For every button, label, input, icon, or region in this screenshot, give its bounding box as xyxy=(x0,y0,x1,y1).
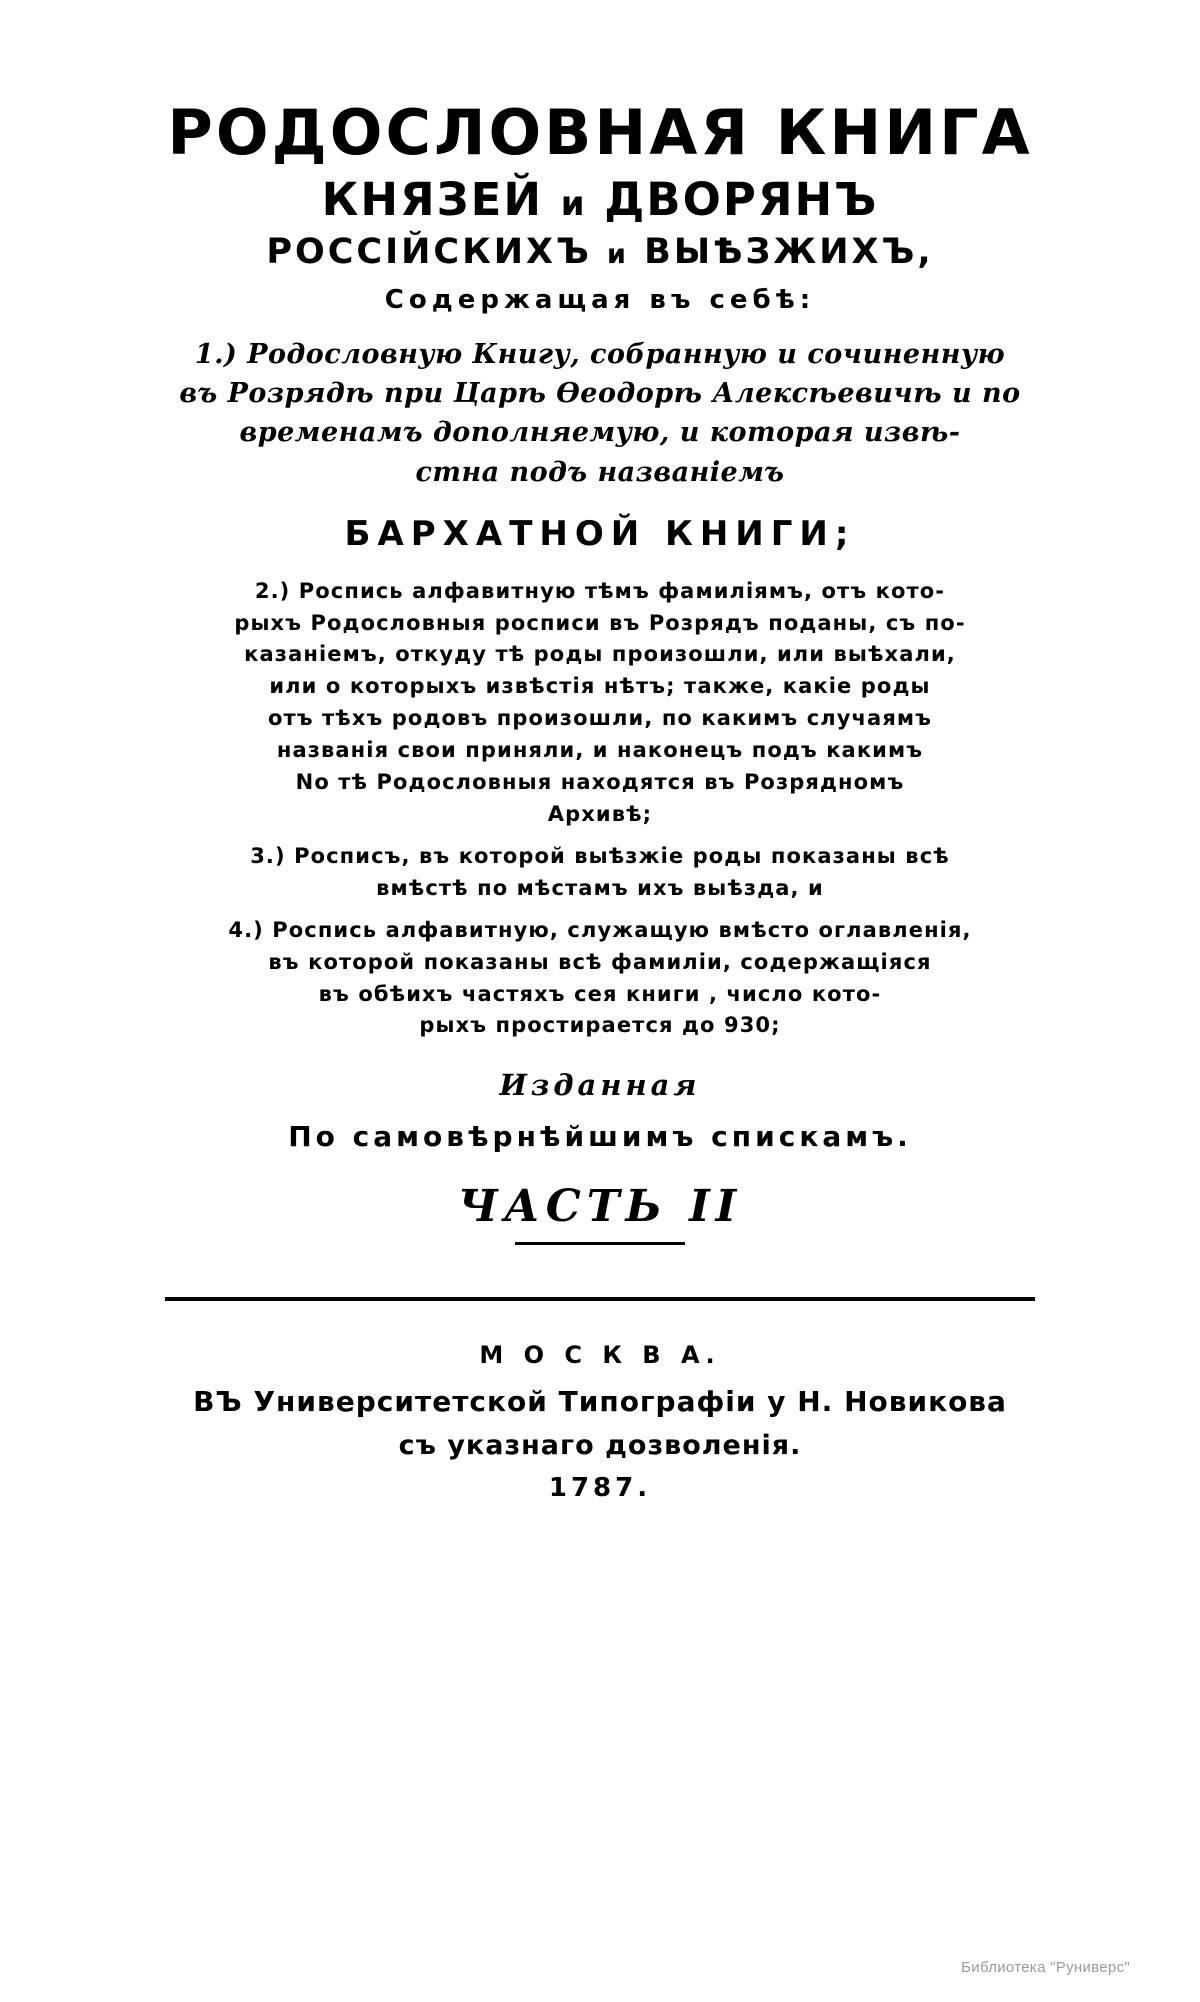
item-1-line-1: 1.) Родословную Книгу, собранную и сочиненную xyxy=(194,339,1006,371)
subtitle-conjunction-2: и xyxy=(607,238,629,270)
short-divider xyxy=(515,1242,685,1245)
item-2 xyxy=(100,576,1100,831)
imprint-year: 1787. xyxy=(548,1473,652,1504)
imprint-permission: съ указнаго дозволенія. xyxy=(398,1430,802,1462)
page-title: РОДОСЛОВНАЯ КНИГА xyxy=(167,96,1033,169)
item-1-line-3: временамъ дополняемую, и которая извѣ- xyxy=(239,417,961,449)
source-lists-note: По самовѣрнѣйшимъ спискамъ. xyxy=(288,1120,912,1154)
issued-label: Изданная xyxy=(499,1068,701,1103)
contains-heading: Содержащая въ себѣ: xyxy=(384,285,816,316)
item-3-line-1: 3.) Росписъ, въ которой выѣзжіе роды показаны всѣ xyxy=(250,843,950,868)
subtitle-nobles: ДВОРЯНЪ xyxy=(604,173,879,227)
item-1 xyxy=(100,335,1100,492)
item-2-line-1: 2.) Роспись алфавитную тѣмъ фамиліямъ, отъ кото- xyxy=(254,578,946,603)
item-2-line-8: Архивѣ; xyxy=(547,802,653,826)
imprint-city: М О С К В А. xyxy=(479,1341,721,1370)
item-3 xyxy=(100,841,1100,905)
title-page-content xyxy=(100,96,1100,1504)
item-2-line-3: казаніемъ, откуду тѣ роды произошли, или выѣхали, xyxy=(244,642,956,667)
subtitle-foreign: ВЫѢЗЖИХЪ, xyxy=(644,231,934,272)
item-2-line-2: рыхъ Родословныя росписи въ Розрядъ поданы, съ по- xyxy=(234,610,966,635)
item-3-line-2: вмѣстѣ по мѣстамъ ихъ выѣзда, и xyxy=(376,875,824,900)
item-1-line-4: стна подъ названіемъ xyxy=(415,456,785,488)
item-4-line-4: рыхъ простирается до 930; xyxy=(419,1013,781,1038)
item-4-line-2: въ которой показаны всѣ фамиліи, содержащіяся xyxy=(268,949,932,974)
subtitle-russian: РОССІЙСКИХЪ xyxy=(266,231,592,272)
part-number: ЧАСТЬ II xyxy=(457,1181,743,1233)
item-2-line-4: или о которыхъ извѣстія нѣтъ; также, какіе роды xyxy=(269,674,931,699)
velvet-book-heading: БАРХАТНОЙ КНИГИ; xyxy=(344,513,856,554)
subtitle-conjunction-1: и xyxy=(560,184,587,225)
item-2-line-5: отъ тѣхъ родовъ произошли, по какимъ случаямъ xyxy=(267,706,933,731)
imprint-printer: ВЪ Университетской Типографіи у Н. Новикова xyxy=(193,1385,1007,1419)
item-1-line-2: въ Розрядѣ при Царѣ Ѳеодорѣ Алексѣевичѣ и по xyxy=(179,378,1021,410)
subtitle-origin xyxy=(100,233,1100,272)
subtitle-nobility xyxy=(100,175,1100,225)
library-watermark: Библиотека "Руниверс" xyxy=(961,1959,1130,1976)
item-2-line-7: No тѣ Родословныя находятся въ Розрядномъ xyxy=(295,770,905,795)
subtitle-princes: КНЯЗЕЙ xyxy=(321,173,544,227)
main-divider xyxy=(165,1297,1035,1301)
item-4-line-3: въ обѣихъ частяхъ сея книги , число кото- xyxy=(318,981,882,1006)
item-2-line-6: названія свои приняли, и наконецъ подъ какимъ xyxy=(276,738,924,763)
item-4-line-1: 4.) Роспись алфавитную, служащую вмѣсто оглавленія, xyxy=(228,917,972,942)
item-4 xyxy=(100,915,1100,1043)
